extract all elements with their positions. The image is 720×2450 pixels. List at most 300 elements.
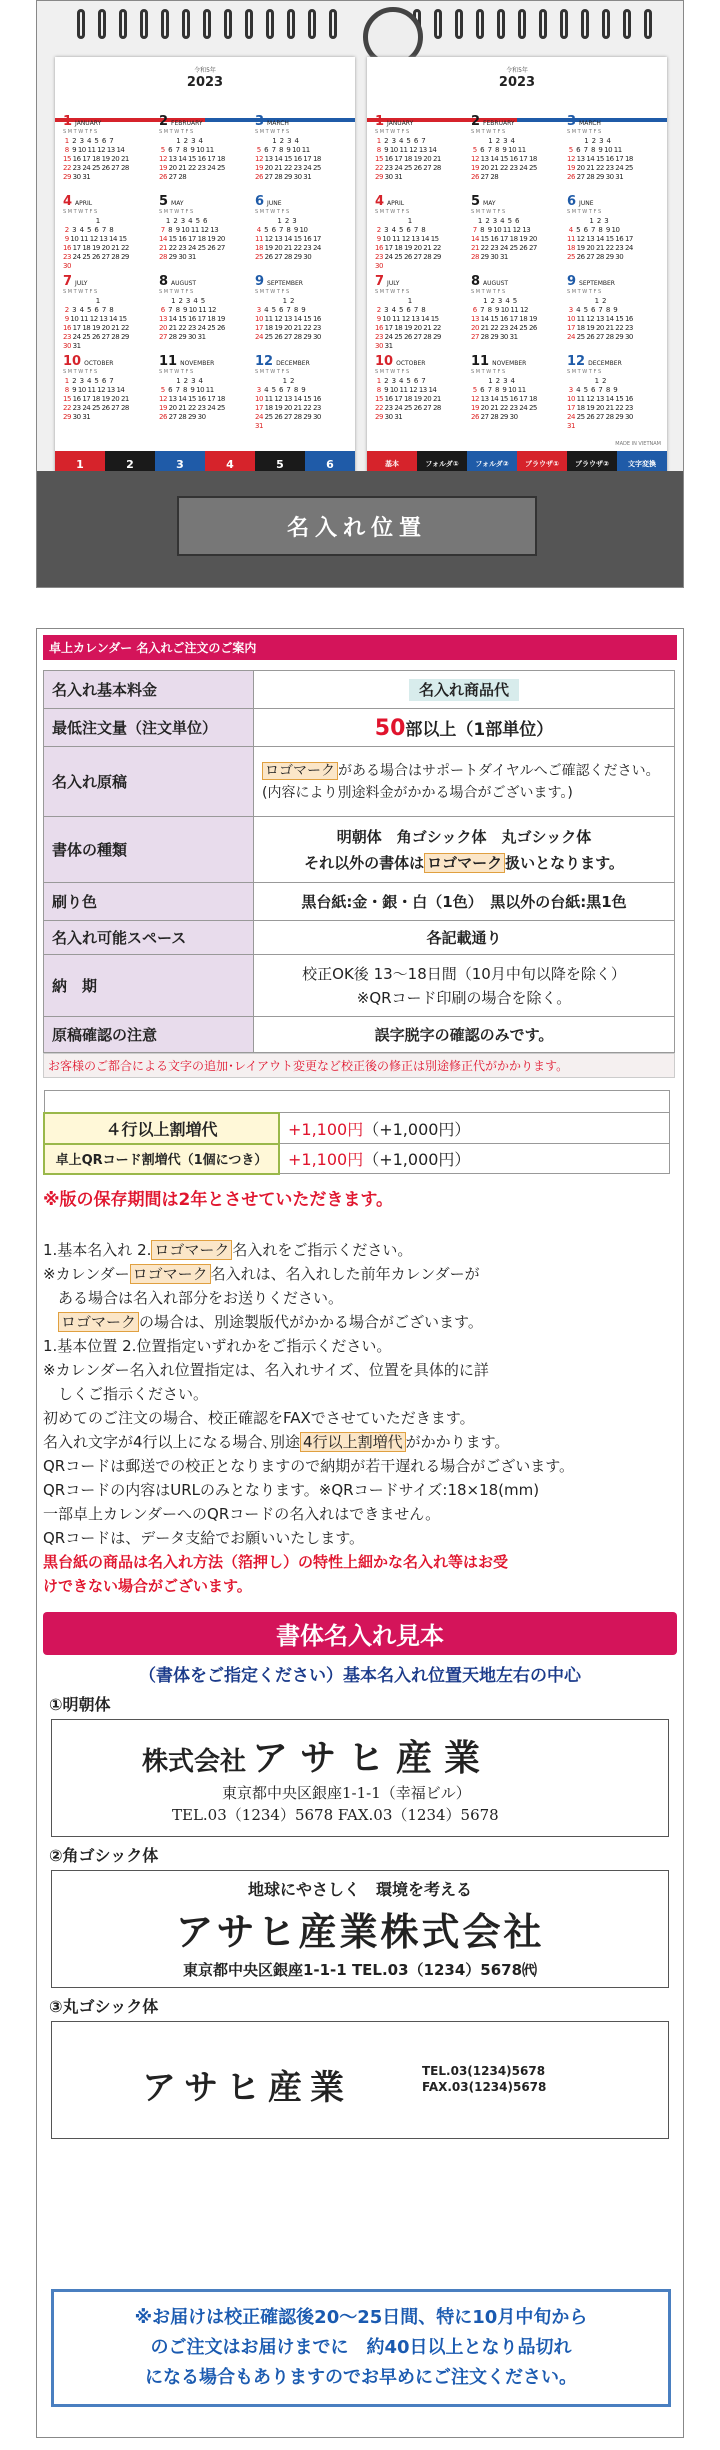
keep-note: ※版の保存期間は2年とさせていただきます。 [43, 1189, 393, 1210]
made-in-label: MADE IN VIETNAM [615, 441, 661, 447]
month-header [567, 114, 655, 129]
line-highlight: ロゴマーク [151, 1240, 232, 1260]
month-name: SEPTEMBER [267, 280, 303, 287]
extra-price-cell [279, 1113, 669, 1144]
table-row [44, 921, 675, 955]
spiral-loop [224, 9, 232, 39]
month-block [255, 194, 343, 285]
month-block [375, 354, 463, 445]
instruction-line [43, 1310, 677, 1334]
extra-price-cell [279, 1144, 669, 1174]
spiral-loop [560, 9, 568, 39]
day-numbers: 1 2 3 4 5 6 7 8 9 10 11 12 13 14 15 16 17 18 19 20 21 22 23 24 25 26 27 28 29 30 31 [567, 377, 633, 430]
month-name: AUGUST [483, 280, 509, 287]
min-qty-number: 50 [374, 715, 406, 741]
footer-line2: のご注文はお届けまでに 約40日以上となり品切れ [150, 2337, 572, 2358]
table-row [44, 1091, 669, 1113]
instruction-line [43, 1406, 677, 1430]
empty-cell [44, 1091, 669, 1113]
delivery-line2: ※QRコード印刷の場合を除く。 [356, 988, 572, 1007]
line-text: 名入れ文字が4行以上になる場合､別途 [43, 1432, 301, 1451]
spiral-loop [581, 9, 589, 39]
month-header [63, 114, 151, 129]
month-number: 9 [255, 274, 265, 289]
line-text: ある場合は名入れ部分をお送りください。 [43, 1288, 344, 1307]
table-row [44, 955, 675, 1017]
month-block [255, 114, 343, 205]
section-subtitle: （書体をご指定ください）基本名入れ位置天地左右の中心 [139, 1665, 581, 1686]
month-name: DECEMBER [276, 360, 310, 367]
name-position-plate: 名入れ位置 [177, 496, 537, 556]
weekday-row: S M T W T F S [567, 289, 602, 295]
footer-line1: ※お届けは校正確認後20～25日間、特に10月中旬から [134, 2307, 588, 2328]
info-header: 卓上カレンダー 名入れご注文のご案内 [43, 635, 677, 660]
weekday-row: S M T W T F S [63, 209, 98, 215]
month-header [375, 114, 463, 129]
month-number: 3 [255, 114, 265, 129]
month-name: JUNE [267, 200, 282, 207]
weekday-row: S M T W T F S [471, 369, 506, 375]
page-top-stripe-right [367, 107, 667, 111]
font-list: 明朝体 角ゴシック体 丸ゴシック体 [336, 827, 592, 846]
day-numbers: 1 2 3 4 5 6 7 8 9 10 11 12 13 14 15 16 17 18 19 20 21 22 23 24 25 26 27 28 29 30 [567, 217, 633, 261]
table-row [44, 817, 675, 883]
month-header [159, 274, 247, 289]
month-name: MARCH [267, 120, 289, 127]
row-label: 名入れ可能スペース [44, 921, 254, 955]
line-text-after: がかかります。 [405, 1432, 510, 1451]
weekday-row: S M T W T F S [255, 209, 290, 215]
month-name: JULY [75, 280, 88, 287]
sample2-box [51, 1870, 669, 1988]
month-name: AUGUST [171, 280, 197, 287]
font-other-line [262, 850, 666, 876]
delivery-line1: 校正OK後 13～18日間（10月中旬以降を除く） [302, 964, 626, 983]
s2-name: アサヒ産業株式会社 [175, 1909, 545, 1954]
sample3-box [51, 2021, 669, 2139]
month-number: 6 [255, 194, 265, 209]
weekday-row: S M T W T F S [159, 369, 194, 375]
month-header [159, 354, 247, 369]
day-numbers: 1 2 3 4 5 6 7 8 9 10 11 12 13 14 15 16 17 18 19 20 21 22 23 24 25 26 27 28 29 30 31 [159, 217, 225, 261]
month-header [567, 194, 655, 209]
day-numbers: 1 2 3 4 5 6 7 8 9 10 11 12 13 14 15 16 17 18 19 20 21 22 23 24 25 26 27 28 29 30 [159, 377, 225, 421]
month-header [471, 114, 559, 129]
spiral-loop [455, 9, 463, 39]
instruction-line [43, 1526, 677, 1550]
row-label: 納 期 [44, 955, 254, 1017]
spiral-loop [476, 9, 484, 39]
day-numbers: 1 2 3 4 5 6 7 8 9 10 11 12 13 14 15 16 17 18 19 20 21 22 23 24 25 26 27 28 29 30 [471, 377, 537, 421]
instruction-line [43, 1454, 677, 1478]
weekday-row: S M T W T F S [567, 209, 602, 215]
line-text-after: の場合は、別途製版代がかかる場合がございます。 [139, 1312, 483, 1331]
month-block [63, 274, 151, 365]
month-block [159, 354, 247, 445]
calendar-page-right [367, 57, 667, 477]
instruction-line [43, 1430, 677, 1454]
month-block [471, 274, 559, 365]
spiral-loop [161, 9, 169, 39]
font-other-a: それ以外の書体は [304, 853, 425, 872]
weekday-row: S M T W T F S [255, 289, 290, 295]
spiral-loop [119, 9, 127, 39]
row-value: 黒台紙:金・銀・白（1色） 黒以外の台紙:黒1色 [254, 883, 675, 921]
day-numbers: 1 2 3 4 5 6 7 8 9 10 11 12 13 14 15 16 17 18 19 20 21 22 23 24 25 26 27 28 29 30 31 [471, 297, 537, 341]
sample1-box [51, 1719, 669, 1837]
sample1-label: ①明朝体 [49, 1694, 111, 1714]
month-number: 2 [159, 114, 169, 129]
month-name: NOVEMBER [180, 360, 215, 367]
month-block [567, 194, 655, 285]
month-block [375, 194, 463, 285]
day-numbers: 1 2 3 4 5 6 7 8 9 10 11 12 13 14 15 16 17 18 19 20 21 22 23 24 25 26 27 28 29 30 31 [471, 217, 537, 261]
month-name: OCTOBER [396, 360, 426, 367]
day-numbers: 1 2 3 4 5 6 7 8 9 10 11 12 13 14 15 16 17 18 19 20 21 22 23 24 25 26 27 28 29 30 31 [255, 377, 321, 430]
s3-fax: FAX.03(1234)5678 [422, 2079, 547, 2094]
month-number: 11 [471, 354, 490, 369]
month-name: JULY [387, 280, 400, 287]
weekday-row: S M T W T F S [159, 289, 194, 295]
month-block [471, 114, 559, 205]
s1-tel: TEL.03（1234）5678 FAX.03（1234）5678 [172, 1805, 499, 1824]
delivery-footer [51, 2289, 671, 2407]
tab-browser1: ブラウザ① [517, 451, 567, 477]
table-row [44, 671, 675, 709]
weekday-row: S M T W T F S [159, 129, 194, 135]
month-header [255, 114, 343, 129]
month-header [567, 354, 655, 369]
spiral-loop [182, 9, 190, 39]
month-header [63, 194, 151, 209]
year-label-right: 2023 [498, 75, 536, 90]
month-name: MAY [483, 200, 496, 207]
tab-folder2: フォルダ② [467, 451, 517, 477]
month-block [375, 114, 463, 205]
weekday-row: S M T W T F S [63, 129, 98, 135]
row-label: 書体の種類 [44, 817, 254, 883]
row-value: 各記載通り [254, 921, 675, 955]
instruction-line [43, 1382, 677, 1406]
s1-company [142, 1730, 492, 1781]
info-table [43, 670, 675, 1053]
day-numbers: 1 2 3 4 5 6 7 8 9 10 11 12 13 14 15 16 17 18 19 20 21 22 23 24 25 26 27 28 29 30 [255, 297, 321, 341]
month-number: 4 [63, 194, 73, 209]
month-name: MAY [171, 200, 184, 207]
month-header [471, 274, 559, 289]
month-name: JUNE [579, 200, 594, 207]
month-block [159, 274, 247, 365]
row-label: 原稿確認の注意 [44, 1017, 254, 1053]
page-top-stripe [55, 107, 355, 111]
line-text: ※カレンダー [43, 1264, 130, 1283]
weekday-row: S M T W T F S [471, 289, 506, 295]
instruction-line [43, 1262, 677, 1286]
month-name: JANUARY [387, 120, 414, 127]
month-number: 5 [159, 194, 169, 209]
spiral-loop [245, 9, 253, 39]
month-name: NOVEMBER [492, 360, 527, 367]
day-numbers: 1 2 3 4 5 6 7 8 9 10 11 12 13 14 15 16 17 18 19 20 21 22 23 24 25 26 27 28 29 30 31 [159, 297, 225, 341]
spiral-loop [539, 9, 547, 39]
extra-label: 卓上QRコード割増代（1個につき） [44, 1144, 279, 1174]
spiral-loop [287, 9, 295, 39]
day-numbers: 1 2 3 4 5 6 7 8 9 10 11 12 13 14 15 16 17 18 19 20 21 22 23 24 25 26 27 28 [159, 137, 225, 181]
line-text: ※カレンダー名入れ位置指定は、名入れサイズ、位置を具体的に詳 [43, 1360, 489, 1379]
day-numbers: 1 2 3 4 5 6 7 8 9 10 11 12 13 14 15 16 17 18 19 20 21 22 23 24 25 26 27 28 29 30 31 [63, 137, 129, 181]
month-header [159, 114, 247, 129]
row-value [254, 747, 675, 817]
month-header [63, 354, 151, 369]
instruction-line [43, 1478, 677, 1502]
spiral-loop [434, 9, 442, 39]
weekday-row: S M T W T F S [375, 209, 410, 215]
line-text-after: 名入れは、名入れした前年カレンダーが [210, 1264, 480, 1283]
day-numbers: 1 2 3 4 5 6 7 8 9 10 11 12 13 14 15 16 17 18 19 20 21 22 23 24 25 26 27 28 29 30 31 [375, 137, 441, 181]
instruction-line [43, 1238, 677, 1262]
tab-folder1: フォルダ① [417, 451, 467, 477]
s1-name: アサヒ産業 [252, 1736, 493, 1779]
month-header [159, 194, 247, 209]
month-number: 7 [63, 274, 73, 289]
weekday-row: S M T W T F S [375, 369, 410, 375]
month-header [471, 354, 559, 369]
day-numbers: 1 2 3 4 5 6 7 8 9 10 11 12 13 14 15 16 17 18 19 20 21 22 23 24 25 26 27 28 29 30 31 [255, 137, 321, 181]
logomark-highlight: ロゴマーク [424, 853, 505, 873]
tab-kihon: 基本 [367, 451, 417, 477]
weekday-row: S M T W T F S [567, 129, 602, 135]
row-label: 名入れ基本料金 [44, 671, 254, 709]
row-label: 最低注文量（注文単位） [44, 709, 254, 747]
month-block [255, 274, 343, 365]
line-text: QRコードは郵送での校正となりますので納期が若干遅れる場合がございます。 [43, 1456, 575, 1475]
extra-price: +1,100円 [288, 1150, 364, 1169]
line-text: QRコードの内容はURLのみとなります。※QRコードサイズ:18×18(mm) [43, 1480, 540, 1499]
month-block [375, 274, 463, 365]
row-value: 誤字脱字の確認のみです。 [254, 1017, 675, 1053]
extra-price: +1,100円 [288, 1119, 364, 1139]
product-photo [36, 0, 684, 588]
month-number: 2 [471, 114, 481, 129]
extra-price-sub: （+1,000円） [363, 1150, 471, 1169]
order-info-panel [36, 628, 684, 2438]
spiral-loop [308, 9, 316, 39]
s2-slogan: 地球にやさしく 環境を考える [247, 1879, 472, 1899]
weekday-row: S M T W T F S [63, 369, 98, 375]
month-name: OCTOBER [84, 360, 114, 367]
month-number: 1 [63, 114, 73, 129]
month-name: APRIL [75, 200, 93, 207]
s3-tel: TEL.03(1234)5678 [422, 2063, 546, 2078]
month-header [63, 274, 151, 289]
tab-5: 5 [255, 451, 305, 477]
row-value [254, 671, 675, 709]
weekday-row: S M T W T F S [375, 129, 410, 135]
extra-fee-table [43, 1090, 670, 1175]
line-text: QRコードは、データ支給でお願いいたします。 [43, 1528, 365, 1547]
row-label: 刷り色 [44, 883, 254, 921]
reiwa-label: 令和5年 [194, 67, 216, 74]
spiral-loop [602, 9, 610, 39]
month-number: 4 [375, 194, 385, 209]
day-numbers: 1 2 3 4 5 6 7 8 9 10 11 12 13 14 15 16 17 18 19 20 21 22 23 24 25 26 27 28 29 30 31 [375, 297, 441, 350]
font-other-b: 扱いとなります。 [505, 853, 624, 872]
row-label: 名入れ原稿 [44, 747, 254, 817]
day-numbers: 1 2 3 4 5 6 7 8 9 10 11 12 13 14 15 16 17 18 19 20 21 22 23 24 25 26 27 28 29 30 31 [63, 377, 129, 421]
month-header [375, 194, 463, 209]
instruction-line [43, 1502, 677, 1526]
month-number: 7 [375, 274, 385, 289]
spiral-loop [518, 9, 526, 39]
manuscript-text: がある場合はサポートダイヤルへご確認ください。(内容により別途料金がかかる場合がございます。) [262, 762, 660, 801]
month-number: 8 [471, 274, 481, 289]
day-numbers: 1 2 3 4 5 6 7 8 9 10 11 12 13 14 15 16 17 18 19 20 21 22 23 24 25 26 27 28 [471, 137, 537, 181]
weekday-row: S M T W T F S [375, 289, 410, 295]
calendar-stand-base [37, 471, 684, 588]
row-value [254, 817, 675, 883]
tab-4: 4 [205, 451, 255, 477]
month-number: 3 [567, 114, 577, 129]
table-row [44, 1017, 675, 1053]
table-row [44, 709, 675, 747]
weekday-row: S M T W T F S [471, 209, 506, 215]
month-number: 12 [567, 354, 586, 369]
line-highlight: 4行以上割増代 [300, 1432, 406, 1452]
month-number: 5 [471, 194, 481, 209]
weekday-row: S M T W T F S [255, 129, 290, 135]
calendar-page-left [55, 57, 355, 477]
weekday-row: S M T W T F S [63, 289, 98, 295]
base-fee-value: 名入れ商品代 [409, 679, 519, 701]
spiral-loop [203, 9, 211, 39]
tab-6: 6 [305, 451, 355, 477]
spiral-loop [77, 9, 85, 39]
min-qty-unit: 部以上（1部単位） [405, 719, 554, 740]
spiral-loop [98, 9, 106, 39]
month-header [255, 354, 343, 369]
month-block [471, 194, 559, 285]
month-header [471, 194, 559, 209]
row-value [254, 955, 675, 1017]
line-highlight: ロゴマーク [58, 1312, 139, 1332]
day-numbers: 1 2 3 4 5 6 7 8 9 10 11 12 13 14 15 16 17 18 19 20 21 22 23 24 25 26 27 28 29 30 [63, 217, 129, 270]
spiral-loop [140, 9, 148, 39]
instruction-line [43, 1286, 677, 1310]
s1-address: 東京都中央区銀座1-1-1（幸福ビル） [222, 1783, 471, 1802]
month-block [567, 354, 655, 445]
month-name: JANUARY [75, 120, 102, 127]
tab-1: 1 [55, 451, 105, 477]
month-block [567, 114, 655, 205]
month-block [567, 274, 655, 365]
month-block [63, 194, 151, 285]
month-name: SEPTEMBER [579, 280, 615, 287]
month-block [159, 194, 247, 285]
instructions [43, 1238, 677, 1550]
month-header [375, 274, 463, 289]
month-block [471, 354, 559, 445]
sample3-label: ③丸ゴシック体 [49, 1996, 159, 2016]
month-block [63, 114, 151, 205]
month-block [255, 354, 343, 445]
line-text: 1.基本名入れ 2. [43, 1240, 152, 1259]
spiral-loop [329, 9, 337, 39]
month-number: 9 [567, 274, 577, 289]
day-numbers: 1 2 3 4 5 6 7 8 9 10 11 12 13 14 15 16 17 18 19 20 21 22 23 24 25 26 27 28 29 30 [375, 217, 441, 270]
red-note: お客様のご都合による文字の追加･レイアウト変更など校正後の修正は別途修正代がかかります。 [43, 1053, 675, 1078]
footer-line3: になる場合もありますのでお早めにご注文ください。 [145, 2367, 577, 2388]
tab-moji: 文字変換 [617, 451, 667, 477]
month-number: 1 [375, 114, 385, 129]
month-number: 10 [375, 354, 394, 369]
tab-browser2: ブラウザ② [567, 451, 617, 477]
month-number: 11 [159, 354, 178, 369]
weekday-row: S M T W T F S [567, 369, 602, 375]
month-block [63, 354, 151, 445]
table-row [44, 747, 675, 817]
line-text: 1.基本位置 2.位置指定いずれかをご指示ください。 [43, 1336, 392, 1355]
month-header [567, 274, 655, 289]
warn-line2: けできない場合がございます。 [43, 1576, 252, 1595]
month-block [159, 114, 247, 205]
row-value [254, 709, 675, 747]
s2-address: 東京都中央区銀座1-1-1 TEL.03（1234）5678㈹ [182, 1960, 538, 1979]
month-name: DECEMBER [588, 360, 622, 367]
s1-kaisha: 株式会社 [142, 1746, 247, 1777]
month-number: 6 [567, 194, 577, 209]
month-header [375, 354, 463, 369]
instruction-line [43, 1334, 677, 1358]
month-header [255, 194, 343, 209]
line-text: しくご指示ください。 [43, 1384, 209, 1403]
month-name: FEBRUARY [483, 120, 515, 127]
line-highlight: ロゴマーク [130, 1264, 211, 1284]
day-numbers: 1 2 3 4 5 6 7 8 9 10 11 12 13 14 15 16 17 18 19 20 21 22 23 24 25 26 27 28 29 30 [567, 297, 633, 341]
extra-label: ４行以上割増代 [44, 1113, 279, 1144]
line-text: 初めてのご注文の場合、校正確認をFAXでさせていただきます。 [43, 1408, 475, 1427]
line-text: 一部卓上カレンダーへのQRコードの名入れはできません。 [43, 1504, 441, 1523]
warn-line1: 黒台紙の商品は名入れ方法（箔押し）の特性上細かな名入れ等はお受 [43, 1552, 509, 1571]
weekday-row: S M T W T F S [471, 129, 506, 135]
month-number: 8 [159, 274, 169, 289]
day-numbers: 1 2 3 4 5 6 7 8 9 10 11 12 13 14 15 16 17 18 19 20 21 22 23 24 25 26 27 28 29 30 31 [567, 137, 633, 181]
year-label: 2023 [186, 75, 224, 90]
weekday-row: S M T W T F S [255, 369, 290, 375]
logomark-highlight: ロゴマーク [262, 762, 338, 780]
spiral-loop [623, 9, 631, 39]
table-row [44, 883, 675, 921]
line-text-after: 名入れをご指示ください。 [232, 1240, 413, 1259]
sample2-label: ②角ゴシック体 [49, 1845, 159, 1865]
day-numbers: 1 2 3 4 5 6 7 8 9 10 11 12 13 14 15 16 17 18 19 20 21 22 23 24 25 26 27 28 29 30 31 [375, 377, 441, 421]
instruction-line [43, 1358, 677, 1382]
month-number: 10 [63, 354, 82, 369]
extra-price-sub: （+1,000円） [363, 1119, 471, 1139]
line-text [43, 1313, 58, 1331]
month-name: FEBRUARY [171, 120, 203, 127]
reiwa-label-right: 令和5年 [506, 67, 528, 74]
section-title: 書体名入れ見本 [43, 1612, 677, 1655]
spiral-loop [266, 9, 274, 39]
tab-2: 2 [105, 451, 155, 477]
month-number: 12 [255, 354, 274, 369]
spiral-loop [644, 9, 652, 39]
month-header [255, 274, 343, 289]
month-name: APRIL [387, 200, 405, 207]
day-numbers: 1 2 3 4 5 6 7 8 9 10 11 12 13 14 15 16 17 18 19 20 21 22 23 24 25 26 27 28 29 30 31 [63, 297, 129, 350]
table-row [44, 1144, 669, 1174]
table-row [44, 1113, 669, 1144]
